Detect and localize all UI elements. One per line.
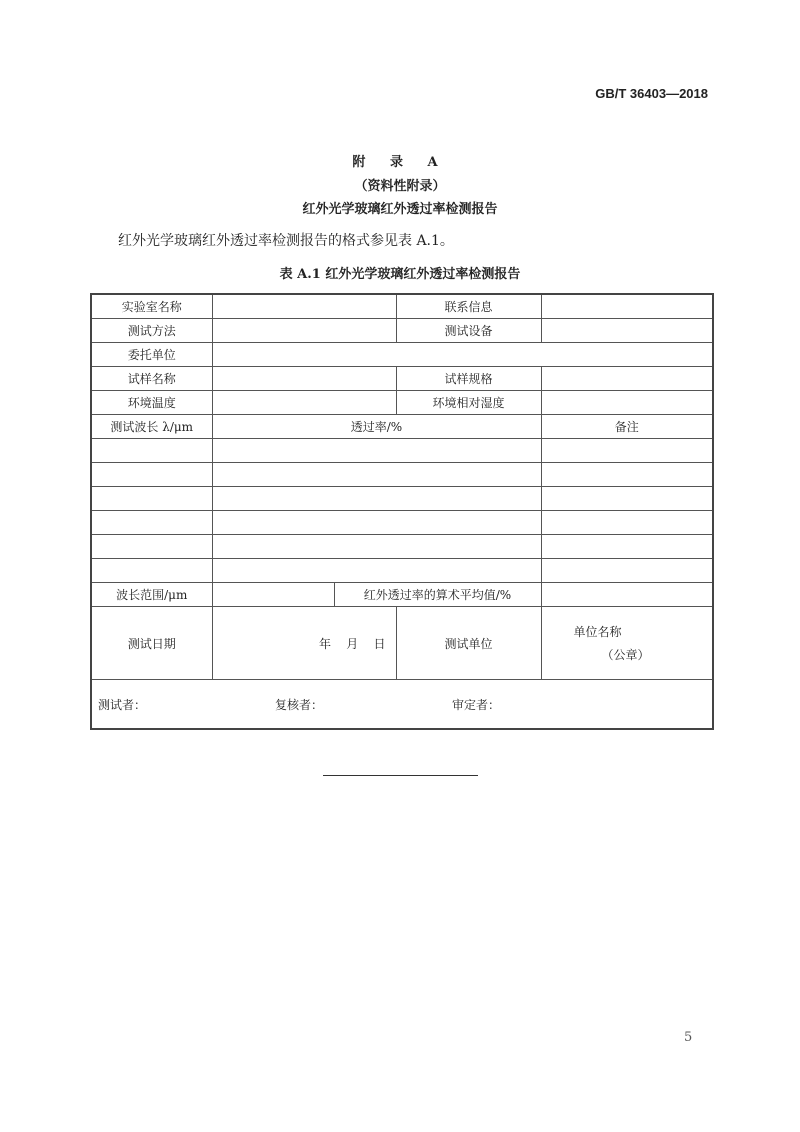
lab-name-field[interactable] (212, 294, 396, 319)
table-header-row (91, 415, 713, 439)
transmittance-cell[interactable] (212, 559, 541, 583)
transmittance-cell[interactable] (212, 487, 541, 511)
test-date-field[interactable]: 年 月 日 (212, 607, 396, 680)
remarks-cell[interactable] (541, 439, 713, 463)
data-row (91, 559, 713, 583)
remarks-cell[interactable] (541, 559, 713, 583)
label-client: 委托单位 (91, 343, 212, 367)
label-lab-name: 实验室名称 (91, 294, 212, 319)
intro-text: 红外光学玻璃红外透过率检测报告的格式参见表 A.1。 (118, 233, 454, 249)
label-sample-spec: 试样规格 (396, 367, 541, 391)
remarks-cell[interactable] (541, 463, 713, 487)
label-env-humidity: 环境相对湿度 (396, 391, 541, 415)
label-test-unit: 测试单位 (396, 607, 541, 680)
label-test-date: 测试日期 (91, 607, 212, 680)
data-row (91, 439, 713, 463)
data-row (91, 487, 713, 511)
wavelength-cell[interactable] (91, 511, 212, 535)
wavelength-cell[interactable] (91, 439, 212, 463)
report-table (90, 293, 714, 730)
transmittance-cell[interactable] (212, 535, 541, 559)
page-number: 5 (684, 1030, 693, 1045)
transmittance-cell[interactable] (212, 511, 541, 535)
table-row (91, 391, 713, 415)
approver-label: 审定者： (452, 698, 501, 712)
appendix-type: （资料性附录） (354, 179, 446, 194)
label-test-equipment: 测试设备 (396, 319, 541, 343)
wavelength-cell[interactable] (91, 535, 212, 559)
label-range: 波长范围/μm (91, 583, 212, 607)
table-row (91, 294, 713, 319)
table-row (91, 343, 713, 367)
seal-label: （公章） (601, 648, 650, 662)
wavelength-cell[interactable] (91, 487, 212, 511)
range-field[interactable] (212, 583, 334, 607)
table-row (91, 367, 713, 391)
unit-name-cell[interactable] (541, 607, 713, 680)
tester-label: 测试者： (98, 698, 147, 712)
end-rule (323, 775, 478, 776)
remarks-cell[interactable] (541, 487, 713, 511)
contact-field[interactable] (541, 294, 713, 319)
sample-spec-field[interactable] (541, 367, 713, 391)
col-wavelength: 测试波长 λ/μm (91, 415, 212, 439)
table-caption: 表 A.1 红外光学玻璃红外透过率检测报告 (279, 267, 521, 282)
label-env-temp: 环境温度 (91, 391, 212, 415)
signature-row (91, 680, 713, 730)
remarks-cell[interactable] (541, 535, 713, 559)
standard-number: GB/T 36403—2018 (595, 86, 708, 101)
data-row (91, 463, 713, 487)
col-transmittance: 透过率/% (212, 415, 541, 439)
transmittance-cell[interactable] (212, 463, 541, 487)
transmittance-cell[interactable] (212, 439, 541, 463)
env-humidity-field[interactable] (541, 391, 713, 415)
label-test-method: 测试方法 (91, 319, 212, 343)
col-remarks: 备注 (541, 415, 713, 439)
test-method-field[interactable] (212, 319, 396, 343)
wavelength-cell[interactable] (91, 463, 212, 487)
table-row (91, 607, 713, 680)
table-row (91, 583, 713, 607)
signature-cell (91, 680, 713, 730)
env-temp-field[interactable] (212, 391, 396, 415)
label-sample-name: 试样名称 (91, 367, 212, 391)
data-row (91, 535, 713, 559)
unit-name: 单位名称 (573, 625, 622, 639)
avg-field[interactable] (541, 583, 713, 607)
wavelength-cell[interactable] (91, 559, 212, 583)
label-avg: 红外透过率的算术平均值/% (334, 583, 541, 607)
appendix-name: 红外光学玻璃红外透过率检测报告 (302, 202, 498, 217)
table-row (91, 319, 713, 343)
remarks-cell[interactable] (541, 511, 713, 535)
appendix-title: 附 录 A (352, 155, 448, 170)
data-row (91, 511, 713, 535)
sample-name-field[interactable] (212, 367, 396, 391)
client-field[interactable] (212, 343, 713, 367)
test-equipment-field[interactable] (541, 319, 713, 343)
reviewer-label: 复核者： (275, 698, 324, 712)
label-contact: 联系信息 (396, 294, 541, 319)
